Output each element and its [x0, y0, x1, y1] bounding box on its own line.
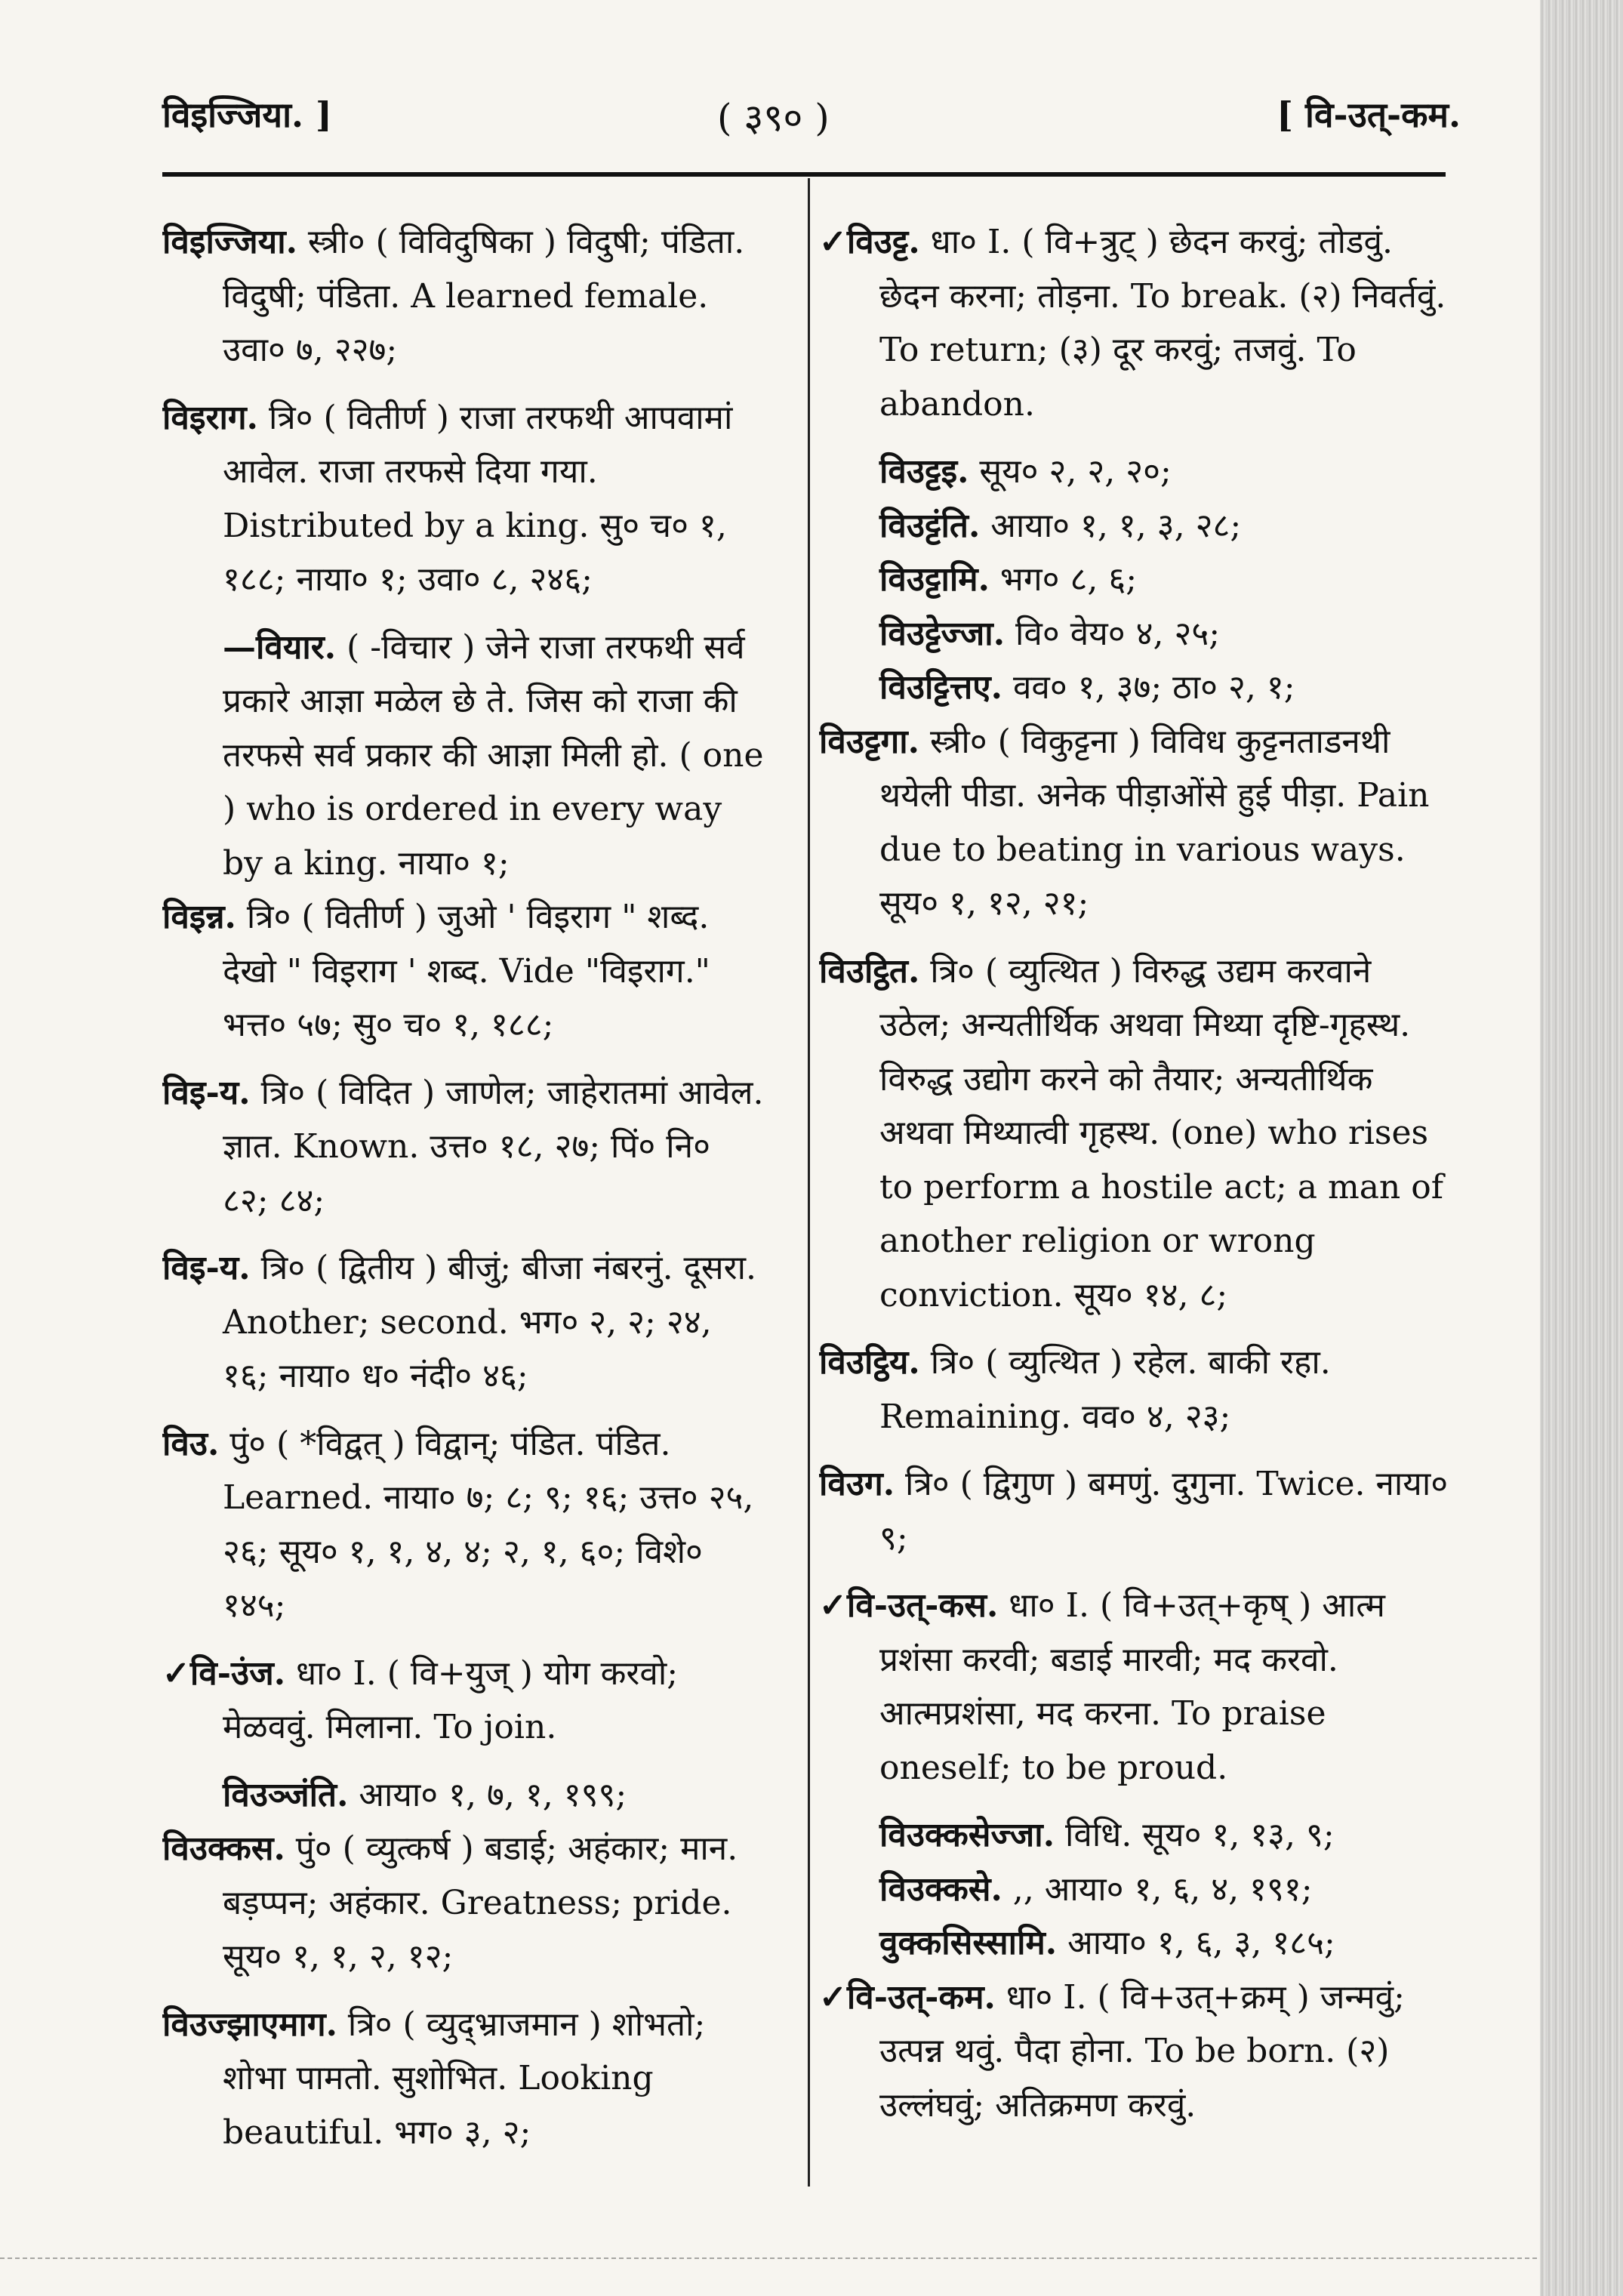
dictionary-entry: [819, 215, 1449, 431]
entry-headword: ✓वि-उत्-कम.: [819, 1977, 996, 2017]
entry-headword: विउज्झाएमाग.: [162, 2005, 337, 2044]
entry-headword: —वियार.: [223, 627, 337, 667]
entry-definition: आया० १, ७, १, १९९;: [348, 1775, 627, 1814]
entry-definition: पुं० ( व्युत्कर्ष ) बडाई; अहंकार; मान. बड़प्पन; अहंकार. Greatness; pride. सूय० १, १, २, १२;: [223, 1829, 738, 1976]
entry-headword: विइज्जिया.: [162, 223, 297, 261]
entry-headword: विउट्ठिय.: [819, 1343, 920, 1382]
entry-definition: ,, आया० १, ६, ४, १९१;: [1002, 1869, 1313, 1909]
dictionary-entry: [162, 1417, 766, 1633]
page-number: ( ३९० ): [717, 96, 830, 140]
entry-definition: धा० I. ( वि+उत्+क्रम् ) जन्मवुं; उत्पन्न थवुं. पैदा होना. To be born. (२) उल्लंघवुं; अतिक्रमण करवुं.: [879, 1977, 1405, 2125]
entry-definition: सूय० २, २, २०;: [969, 452, 1172, 491]
entry-definition: विधि. सूय० १, १३, ९;: [1055, 1816, 1335, 1854]
entry-definition: वि० वेय० ४, २५;: [1005, 614, 1221, 653]
dictionary-entry: [819, 445, 1449, 499]
entry-definition: त्रि० ( वितीर्ण ) राजा तरफथी आपवामां आवेल. राजा तरफसे दिया गया. Distributed by a king. सु० च० १, १८८; नाया० १; उवा० ८, २४६;: [223, 398, 733, 599]
dictionary-entry: [819, 1863, 1449, 1917]
entry-definition: वव० १, ३७; ठा० २, १;: [1002, 668, 1295, 707]
dictionary-entry: [819, 715, 1449, 931]
entry-headword: विउट्ठित.: [819, 951, 920, 991]
dictionary-entry: [819, 945, 1449, 1323]
dictionary-entry: [162, 621, 766, 891]
dictionary-entry: [162, 890, 766, 1052]
entry-definition: पुं० ( *विद्वत् ) विद्वान्; पंडित. पंडित. Learned. नाया० ७; ८; ९; १६; उत्त० २५, २६; सूय० १, १, ४, ४; २, १, ६०; विशे० १४५;: [219, 1424, 754, 1625]
dictionary-entry: [819, 553, 1449, 607]
dictionary-entry: [162, 1998, 766, 2160]
dictionary-entry: [162, 215, 766, 378]
right-column: [819, 215, 1449, 2178]
dictionary-entry: [162, 1241, 766, 1404]
dictionary-entry: [162, 1822, 766, 1984]
entry-headword: विइ-य.: [162, 1073, 251, 1112]
dictionary-entry: [819, 1579, 1449, 1795]
header-left-guideword: विइज्जिया. ]: [162, 94, 332, 135]
entry-headword: वुक्कसिस्सामि.: [879, 1924, 1058, 1962]
dictionary-entry: [162, 391, 766, 607]
entry-definition: आया० १, ६, ३, १८५;: [1057, 1924, 1335, 1962]
entry-definition: आया० १, १, ३, २८;: [980, 506, 1242, 545]
dictionary-entry: [819, 499, 1449, 553]
entry-headword: ✓विउट्ट.: [819, 223, 920, 261]
scanned-page-edge: [1540, 0, 1623, 2296]
entry-definition: धा० I. ( वि+युज् ) योग करवो; मेळववुं. मिलाना. To join.: [223, 1653, 679, 1746]
header-right-guideword: [ वि-उत्-कम.: [1277, 94, 1461, 135]
entry-definition: धा० I. ( वि+त्रुट् ) छेदन करवुं; तोडवुं. छेदन करना; तोड़ना. To break. (२) निवर्तवुं. To return; (३) दूर करवुं; तजवुं. To abandon.: [879, 223, 1446, 424]
header-rule: [162, 172, 1446, 177]
entry-definition: त्रि० ( विदित ) जाणेल; जाहेरातमां आवेल. ज्ञात. Known. उत्त० १८, २७; पिं० नि० ८२; ८४;: [223, 1073, 764, 1220]
entry-headword: विउट्टित्तए.: [879, 668, 1002, 707]
dictionary-entry: [162, 1768, 766, 1823]
entry-definition: स्त्री० ( विविदुषिका ) विदुषी; पंडिता. विदुषी; पंडिता. A learned female. उवा० ७, २२७;: [223, 223, 745, 369]
entry-headword: विउट्टइ.: [879, 452, 969, 491]
bottom-scan-line: [0, 2257, 1540, 2259]
entry-headword: विउक्कसे.: [879, 1869, 1002, 1909]
entry-headword: विइन्न.: [162, 898, 236, 936]
dictionary-entry: [162, 1647, 766, 1755]
entry-headword: विउञ्जंति.: [223, 1775, 349, 1814]
entry-headword: विइराग.: [162, 398, 258, 437]
dictionary-entry: [819, 607, 1449, 661]
entry-headword: विउट्टेज्जा.: [879, 614, 1006, 653]
entry-definition: ( -विचार ) जेने राजा तरफथी सर्व प्रकारे आज्ञा मळेल छे ते. जिस को राजा की तरफसे सर्व प्रकार की आज्ञा मिली हो. ( one ) who is ordered in every way by a king. नाया० १;: [223, 627, 764, 883]
page-header: [162, 91, 1461, 151]
dictionary-entry: [819, 1457, 1449, 1565]
entry-definition: त्रि० ( द्वितीय ) बीजुं; बीजा नंबरनुं. दूसरा. Another; second. भग० २, २; २४, १६; नाया० ध० नंदी० ४६;: [223, 1249, 757, 1395]
entry-headword: विइ-य.: [162, 1249, 251, 1287]
entry-definition: त्रि० ( व्युद्भ्राजमान ) शोभतो; शोभा पामतो. सुशोभित. Looking beautiful. भग० ३, २;: [223, 2005, 706, 2152]
entry-definition: भग० ८, ६;: [989, 560, 1138, 599]
entry-headword: ✓वि-उत्-कस.: [819, 1586, 999, 1625]
entry-headword: विउट्टामि.: [879, 560, 990, 599]
entry-definition: त्रि० ( द्विगुण ) बमणुं. दुगुना. Twice. नाया० ९;: [879, 1465, 1449, 1558]
dictionary-entry: [819, 1971, 1449, 2133]
entry-headword: विउ.: [162, 1424, 220, 1463]
entry-definition: त्रि० ( वितीर्ण ) जुओ ' विइराग " शब्द. देखो " विइराग ' शब्द. Vide "विइराग." भत्त० ५७; सु० च० १, १८८;: [223, 898, 710, 1044]
dictionary-entry: [819, 661, 1449, 715]
column-divider: [808, 178, 810, 2187]
dictionary-entry: [162, 1066, 766, 1228]
entry-headword: ✓वि-उंज.: [162, 1653, 286, 1693]
dictionary-entry: [819, 1808, 1449, 1863]
entry-headword: विउट्टगा.: [819, 722, 919, 761]
entry-definition: त्रि० ( व्युत्थित ) विरुद्ध उद्यम करवाने उठेल; अन्यतीर्थिक अथवा मिथ्या दृष्टि-गृहस्थ. विरुद्ध उद्योग करने को तैयार; अन्यतीर्थिक अथवा मिथ्यात्वी गृहस्थ. (one) who rises to perform a hostile act; a man of another religion or wrong conviction. सूय० १४, ८;: [879, 951, 1444, 1314]
entry-definition: स्त्री० ( विकुट्टना ) विविध कुट्टनताडनथी थयेली पीडा. अनेक पीड़ाओंसे हुई पीड़ा. Pain due to beating in various ways. सूय० १, १२, २१;: [879, 722, 1430, 923]
entry-headword: विउक्कस.: [162, 1829, 285, 1868]
entry-definition: त्रि० ( व्युत्थित ) रहेल. बाकी रहा. Remaining. वव० ४, २३;: [879, 1343, 1331, 1436]
dictionary-entry: [819, 1336, 1449, 1444]
entry-headword: विउक्कसेज्जा.: [879, 1816, 1055, 1854]
dictionary-entry: [819, 1916, 1449, 1971]
entry-headword: विउट्टंति.: [879, 506, 981, 545]
left-column: [162, 215, 766, 2178]
entry-headword: विउग.: [819, 1465, 895, 1503]
entry-definition: धा० I. ( वि+उत्+कृष् ) आत्म प्रशंसा करवी; बडाई मारवी; मद करवो. आत्मप्रशंसा, मद करना. To praise oneself; to be proud.: [879, 1586, 1385, 1787]
